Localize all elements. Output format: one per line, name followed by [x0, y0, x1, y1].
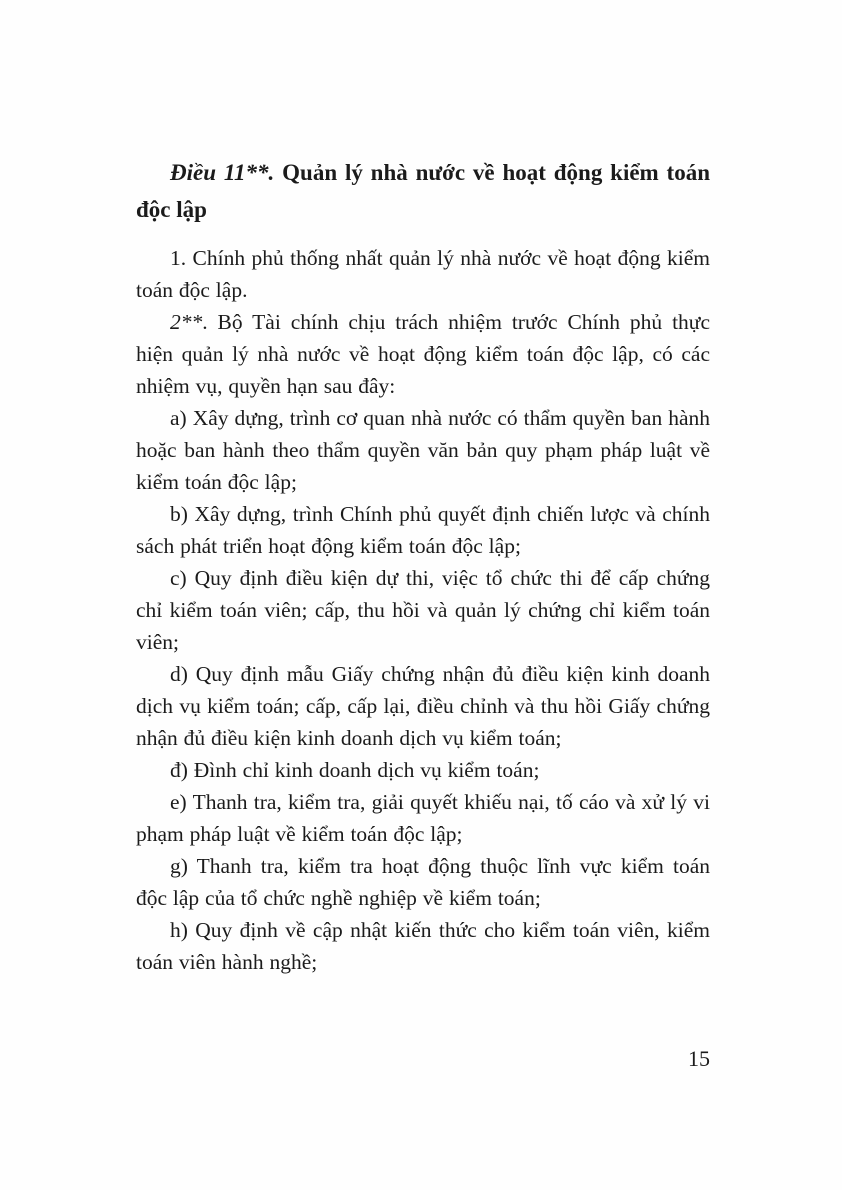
paragraph-text: . Bộ Tài chính chịu trách nhiệm trước Chính phủ thực hiện quản lý nhà nước về hoạt động kiểm toán độc lập, có các nhiệm vụ, quyền hạn sau đây: — [136, 310, 710, 398]
clause-item-b — [136, 498, 710, 562]
clause-item-c — [136, 562, 710, 658]
paragraph-text: c) Quy định điều kiện dự thi, việc tổ chức thi để cấp chứng chỉ kiểm toán viên; cấp, thu hồi và quản lý chứng chỉ kiểm toán viên; — [136, 566, 710, 654]
article-heading — [136, 154, 710, 228]
paragraph-text: e) Thanh tra, kiểm tra, giải quyết khiếu nại, tố cáo và xử lý vi phạm pháp luật về kiểm toán độc lập; — [136, 790, 710, 846]
article-title: Quản lý nhà nước về hoạt động kiểm toán độc lập — [136, 160, 710, 222]
article-paragraph-2 — [136, 306, 710, 402]
clause-item-h — [136, 914, 710, 978]
article-body — [136, 154, 710, 978]
paragraph-text: a) Xây dựng, trình cơ quan nhà nước có thẩm quyền ban hành hoặc ban hành theo thẩm quyền văn bản quy phạm pháp luật về kiểm toán độc lập; — [136, 406, 710, 494]
paragraph-number: 2** — [170, 310, 203, 334]
paragraph-text: b) Xây dựng, trình Chính phủ quyết định chiến lược và chính sách phát triển hoạt động kiểm toán độc lập; — [136, 502, 710, 558]
clause-item-dd — [136, 754, 710, 786]
article-number: Điều 11**. — [170, 160, 275, 185]
page-number: 15 — [688, 1046, 710, 1071]
clause-item-a — [136, 402, 710, 498]
paragraph-text: h) Quy định về cập nhật kiến thức cho kiểm toán viên, kiểm toán viên hành nghề; — [136, 918, 710, 974]
clause-item-d — [136, 658, 710, 754]
paragraph-text: g) Thanh tra, kiểm tra hoạt động thuộc lĩnh vực kiểm toán độc lập của tổ chức nghề nghiệp về kiểm toán; — [136, 854, 710, 910]
paragraph-text: d) Quy định mẫu Giấy chứng nhận đủ điều kiện kinh doanh dịch vụ kiểm toán; cấp, cấp lại, điều chỉnh và thu hồi Giấy chứng nhận đủ điều kiện kinh doanh dịch vụ kiểm toán; — [136, 662, 710, 750]
paragraph-text: đ) Đình chỉ kinh doanh dịch vụ kiểm toán; — [170, 758, 540, 782]
clause-item-g — [136, 850, 710, 914]
paragraph-text: 1. Chính phủ thống nhất quản lý nhà nước về hoạt động kiểm toán độc lập. — [136, 246, 710, 302]
clause-item-e — [136, 786, 710, 850]
article-paragraph-1 — [136, 242, 710, 306]
